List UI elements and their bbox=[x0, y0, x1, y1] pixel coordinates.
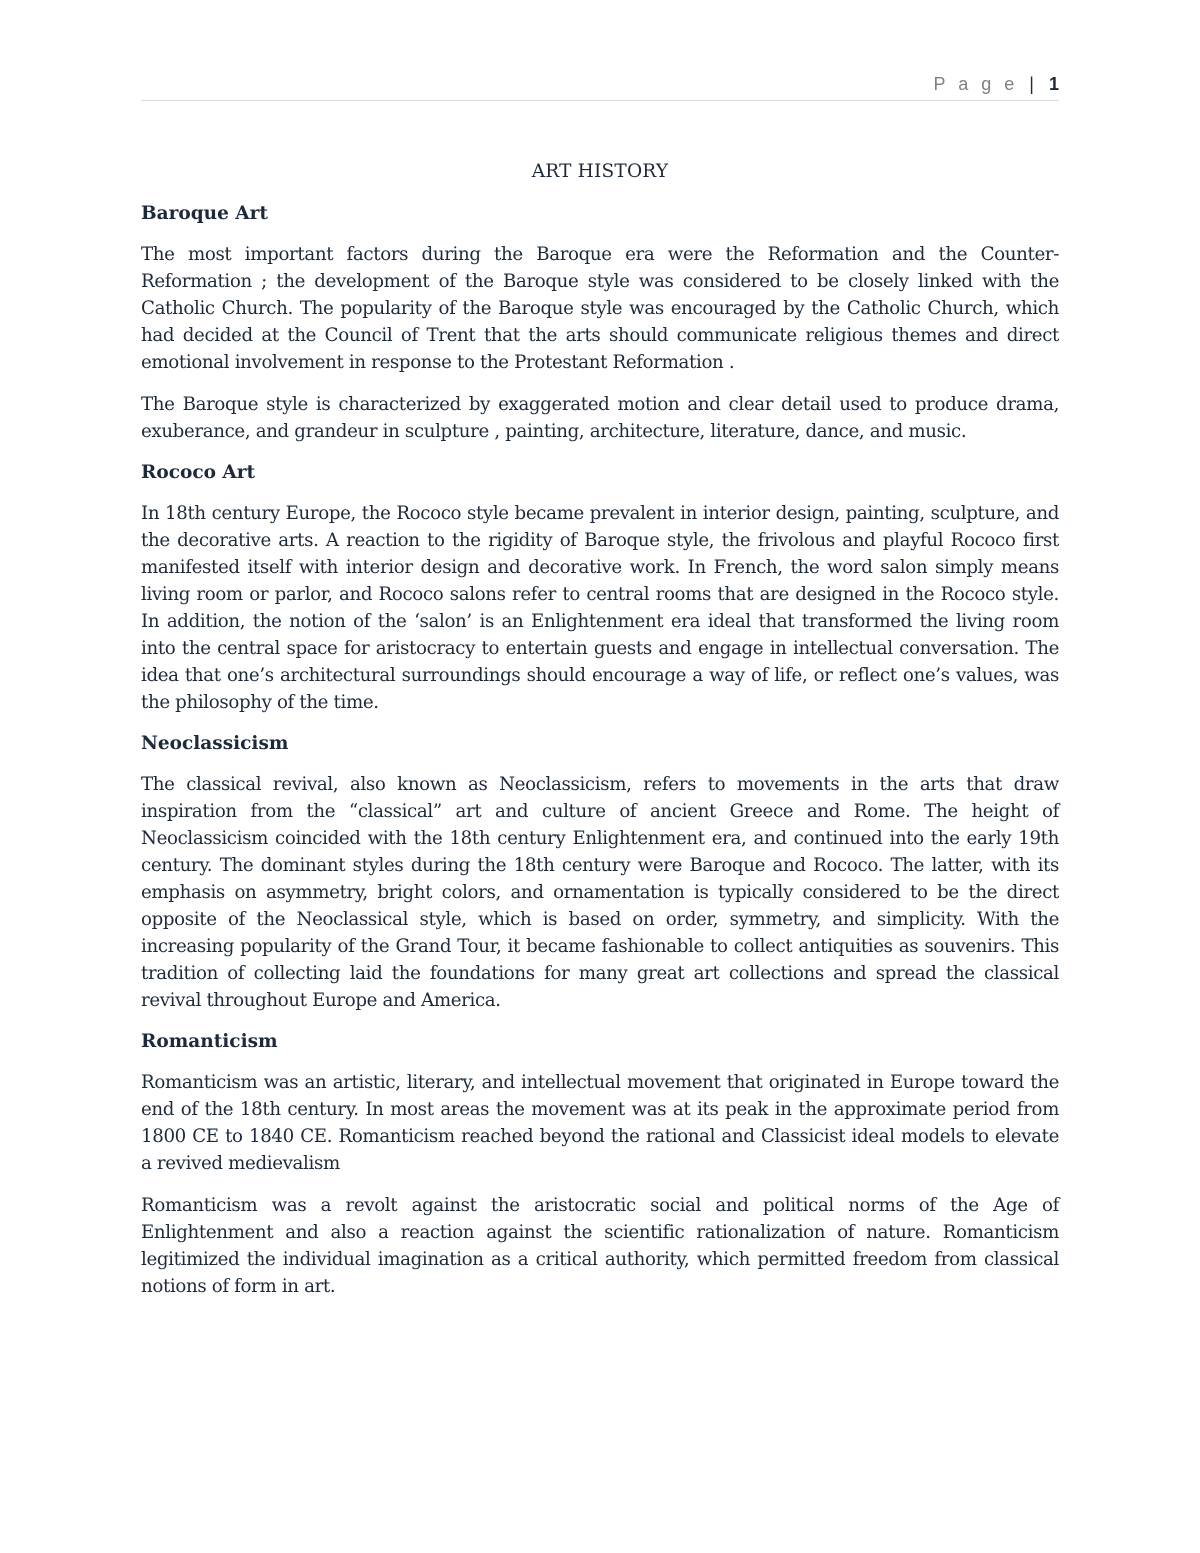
section-neoclassicism bbox=[141, 731, 1059, 1014]
section-heading: Rococo Art bbox=[141, 462, 256, 483]
paragraph: Romanticism was a revolt against the aristocratic social and political norms of the Age of Enlightenment and also a reaction against the scientific rationalization of nature. Romanticism legitimized the individual imagination as a critical authority, which permitted freedom from classical notions of form in art. bbox=[141, 1195, 1059, 1297]
section-baroque-art bbox=[141, 201, 1059, 445]
paragraph: The most important factors during the Baroque era were the Reformation and the Counter-Reformation ; the development of the Baroque style was considered to be closely linked with the Catholic Church. The popularity of the Baroque style was encouraged by the Catholic Church, which had decided at the Council of Trent that the arts should communicate religious themes and direct emotional involvement in response to the Protestant Reformation . bbox=[141, 244, 1059, 373]
paragraph: The Baroque style is characterized by exaggerated motion and clear detail used to produce drama, exuberance, and grandeur in sculpture , painting, architecture, literature, dance, and music. bbox=[141, 394, 1059, 442]
section-rococo-art bbox=[141, 460, 1059, 716]
section-heading: Baroque Art bbox=[141, 203, 268, 224]
section-heading: Neoclassicism bbox=[141, 733, 289, 754]
page-number-label bbox=[934, 74, 1059, 95]
section-heading: Romanticism bbox=[141, 1031, 278, 1052]
section-romanticism bbox=[141, 1029, 1059, 1300]
page-word: P a g e bbox=[933, 74, 1019, 94]
document-title: ART HISTORY bbox=[531, 161, 669, 182]
paragraph: In 18th century Europe, the Rococo style became prevalent in interior design, painting, sculpture, and the decorative arts. A reaction to the rigidity of Baroque style, the frivolous and playful Rococo first manifested itself with interior design and decorative work. In French, the word salon simply means living room or parlor, and Rococo salons refer to central rooms that are designed in the Rococo style. In addition, the notion of the ‘salon’ is an Enlightenment era ideal that transformed the living room into the central space for aristocracy to entertain guests and engage in intellectual conversation. The idea that one’s architectural surroundings should encourage a way of life, or reflect one’s values, was the philosophy of the time. bbox=[141, 503, 1059, 713]
paragraph: The classical revival, also known as Neoclassicism, refers to movements in the arts that draw inspiration from the “classical” art and culture of ancient Greece and Rome. The height of Neoclassicism coincided with the 18th century Enlightenment era, and continued into the early 19th century. The dominant styles during the 18th century were Baroque and Rococo. The latter, with its emphasis on asymmetry, bright colors, and ornamentation is typically considered to be the direct opposite of the Neoclassical style, which is based on order, symmetry, and simplicity. With the increasing popularity of the Grand Tour, it became fashionable to collect antiquities as souvenirs. This tradition of collecting laid the foundations for many great art collections and spread the classical revival throughout Europe and America. bbox=[141, 774, 1059, 1011]
page-separator: | bbox=[1029, 74, 1034, 94]
page-header bbox=[141, 74, 1059, 101]
paragraph: Romanticism was an artistic, literary, and intellectual movement that originated in Europe toward the end of the 18th century. In most areas the movement was at its peak in the approximate period from 1800 CE to 1840 CE. Romanticism reached beyond the rational and Classicist ideal models to elevate a revived medievalism bbox=[141, 1072, 1059, 1174]
document-body bbox=[141, 158, 1059, 1315]
page-number: 1 bbox=[1048, 74, 1059, 94]
